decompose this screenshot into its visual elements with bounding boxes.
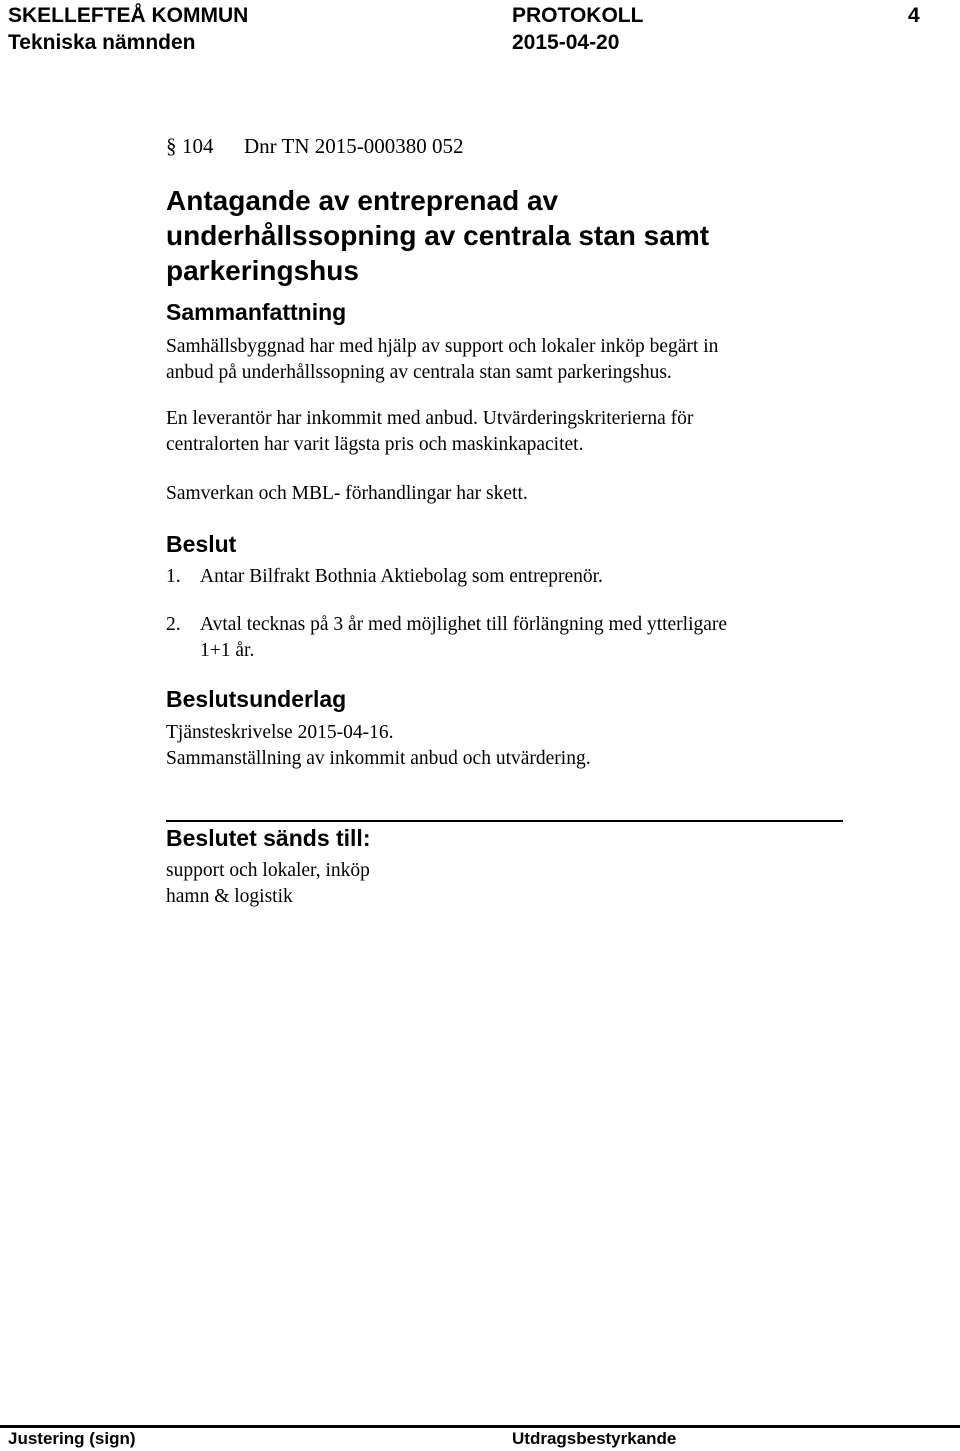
decision-item [166, 564, 603, 590]
decision-item-text: Antar Bilfrakt Bothnia Aktiebolag som entreprenör. [200, 566, 603, 587]
summary-heading: Sammanfattning [166, 299, 347, 325]
footer-rule [0, 1425, 960, 1428]
section-symbol: § [166, 134, 177, 158]
document-type: PROTOKOLL [512, 4, 644, 27]
page-number: 4 [908, 4, 920, 27]
recipients-list [166, 858, 370, 910]
basis-line: Tjänsteskrivelse 2015-04-16. [166, 722, 394, 743]
meeting-date: 2015-04-20 [512, 31, 620, 54]
basis-line: Sammanställning av inkommit anbud och utvärdering. [166, 748, 591, 769]
decision-item-number: 2. [166, 614, 181, 635]
decision-item-number: 1. [166, 566, 181, 587]
section-reference [166, 133, 464, 159]
recipients-heading: Beslutet sänds till: [166, 825, 371, 851]
section-divider [166, 820, 843, 822]
summary-paragraph [166, 481, 528, 507]
item-title-line: underhållssopning av centrala stan samt [166, 220, 710, 251]
summary-line: Samverkan och MBL- förhandlingar har skett. [166, 483, 528, 504]
decision-item-text: 1+1 år. [200, 640, 255, 661]
decision-item-text: Avtal tecknas på 3 år med möjlighet till förlängning med ytterligare [200, 614, 728, 635]
summary-line: centralorten har varit lägsta pris och maskinkapacitet. [166, 434, 584, 455]
adjustment-signature-label: Justering (sign) [8, 1429, 136, 1448]
basis-heading: Beslutsunderlag [166, 686, 347, 712]
decision-item [166, 612, 727, 664]
diary-number: Dnr TN 2015-000380 052 [244, 134, 464, 158]
organization-name: SKELLEFTEÅ KOMMUN [8, 4, 249, 27]
department-name: Tekniska nämnden [8, 31, 196, 54]
recipient-line: support och lokaler, inköp [166, 860, 370, 881]
decision-heading: Beslut [166, 531, 237, 557]
item-title-line: Antagande av entreprenad av [166, 185, 559, 216]
extract-certification-label: Utdragsbestyrkande [512, 1429, 677, 1448]
summary-paragraph [166, 406, 693, 458]
summary-line: En leverantör har inkommit med anbud. Utvärderingskriterierna för [166, 408, 694, 429]
section-number: 104 [182, 134, 214, 158]
basis-list [166, 720, 591, 772]
summary-line: Samhällsbyggnad har med hjälp av support och lokaler inköp begärt in [166, 336, 719, 357]
item-title-line: parkeringshus [166, 255, 359, 286]
recipient-line: hamn & logistik [166, 886, 293, 907]
item-title [166, 183, 866, 288]
summary-paragraph [166, 334, 718, 386]
summary-line: anbud på underhållssopning av centrala stan samt parkeringshus. [166, 362, 672, 383]
